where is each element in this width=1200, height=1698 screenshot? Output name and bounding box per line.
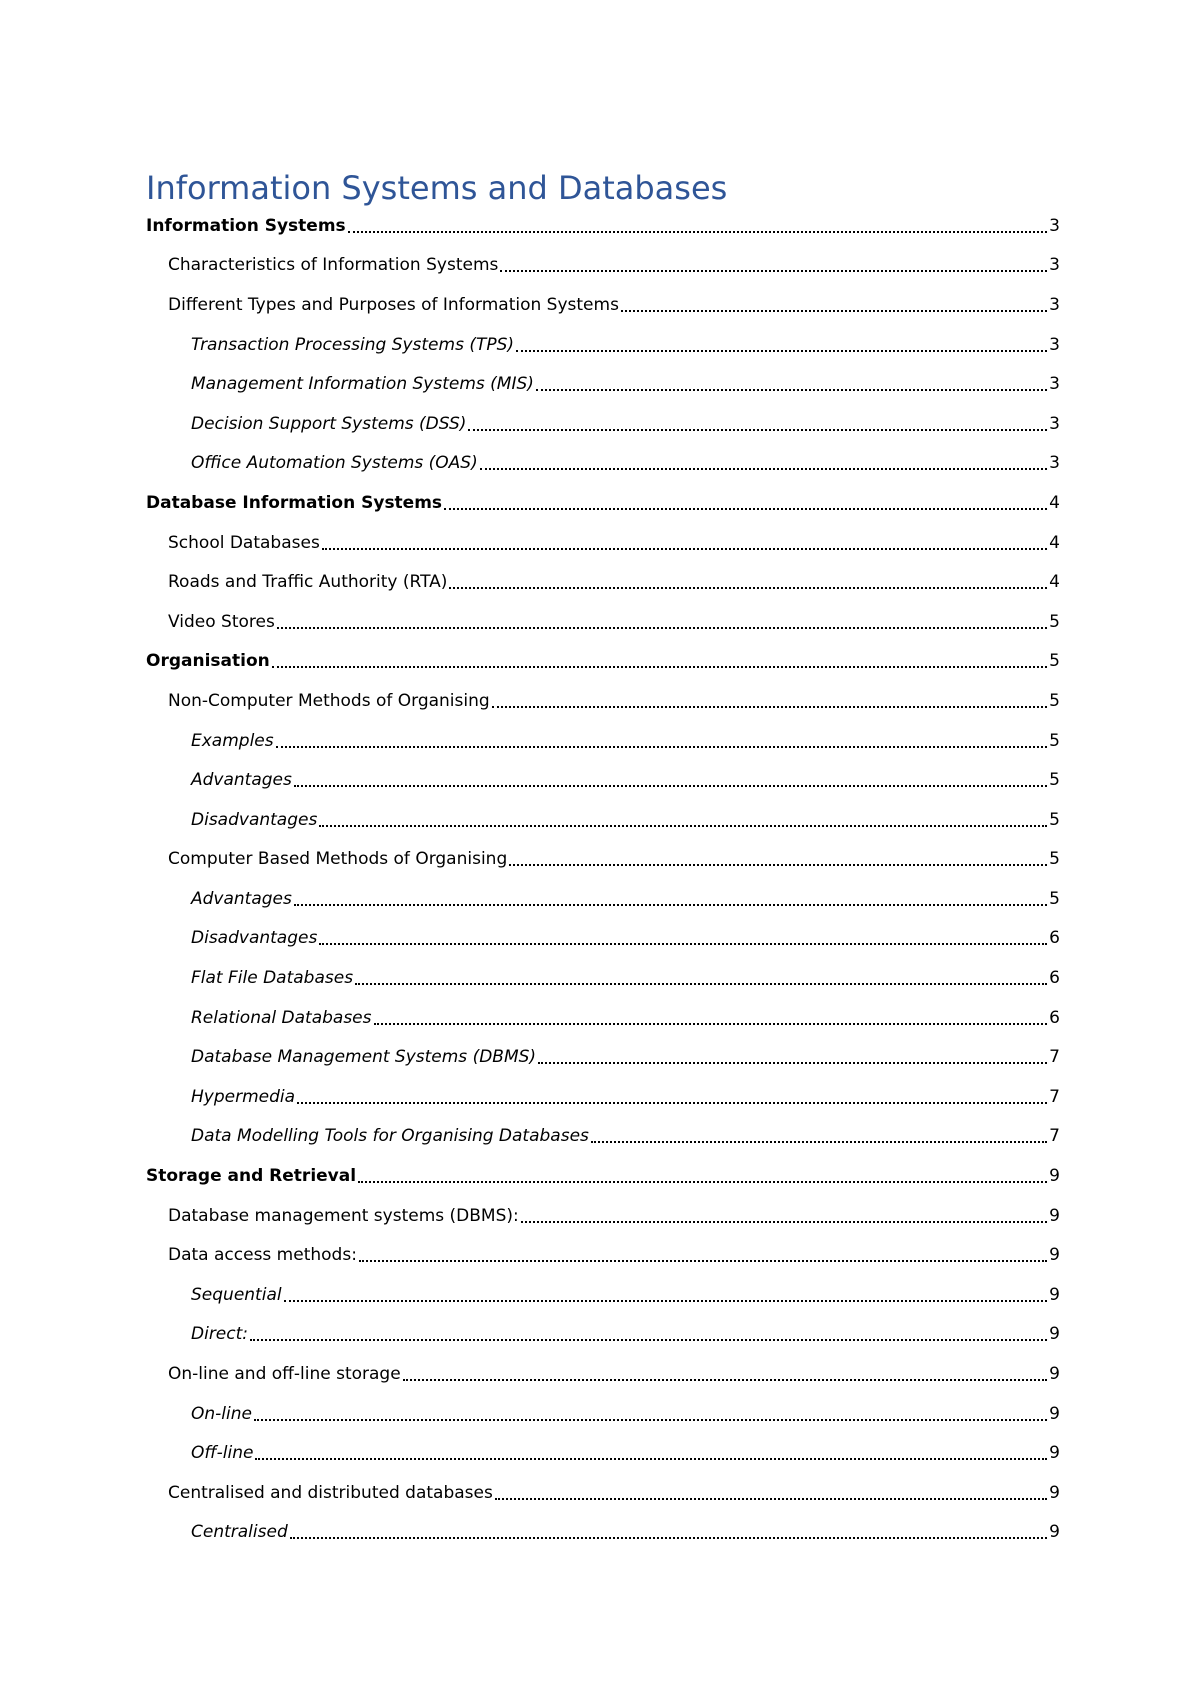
toc-page-number: 9 — [1049, 1482, 1060, 1503]
toc-entry-text: Storage and Retrieval — [146, 1166, 357, 1187]
toc-dot-leader — [480, 468, 1047, 470]
toc-page-number: 3 — [1049, 374, 1060, 395]
toc-entry[interactable] — [146, 1077, 1060, 1117]
toc-dot-leader — [319, 825, 1047, 827]
toc-page-number: 7 — [1049, 1086, 1060, 1107]
toc-entry[interactable] — [146, 1433, 1060, 1473]
toc-entry[interactable] — [146, 325, 1060, 365]
toc-entry[interactable] — [146, 285, 1060, 325]
toc-page-number: 5 — [1049, 888, 1060, 909]
toc-dot-leader — [591, 1141, 1047, 1143]
toc-page-number: 5 — [1049, 651, 1060, 672]
toc-page-number: 4 — [1049, 532, 1060, 553]
toc-page-number: 9 — [1049, 1443, 1060, 1464]
toc-dot-leader — [509, 864, 1047, 866]
toc-entry-text: Disadvantages — [191, 928, 318, 949]
toc-dot-leader — [319, 943, 1047, 945]
toc-page-number: 5 — [1049, 611, 1060, 632]
toc-entry-text: Examples — [191, 730, 274, 751]
toc-page-number: 9 — [1049, 1284, 1060, 1305]
toc-page-number: 3 — [1049, 294, 1060, 315]
toc-dot-leader — [250, 1339, 1047, 1341]
toc-entry-text: Hypermedia — [191, 1086, 296, 1107]
toc-page-number: 5 — [1049, 770, 1060, 791]
toc-entry[interactable] — [146, 1394, 1060, 1434]
toc-entry[interactable] — [146, 681, 1060, 721]
toc-entry[interactable] — [146, 364, 1060, 404]
toc-dot-leader — [297, 1102, 1047, 1104]
toc-entry-text: Direct: — [191, 1324, 249, 1345]
toc-page-number: 5 — [1049, 730, 1060, 751]
toc-page-number: 9 — [1049, 1403, 1060, 1424]
toc-dot-leader — [284, 1300, 1048, 1302]
toc-page-number: 3 — [1049, 453, 1060, 474]
toc-entry[interactable] — [146, 879, 1060, 919]
toc-entry-text: Centralised and distributed databases — [168, 1482, 493, 1503]
toc-page-number: 4 — [1049, 572, 1060, 593]
toc-entry-text: Office Automation Systems (OAS) — [191, 453, 478, 474]
toc-entry[interactable] — [146, 721, 1060, 761]
toc-entry-text: Data access methods: — [168, 1245, 357, 1266]
toc-page-number: 5 — [1049, 849, 1060, 870]
toc-dot-leader — [521, 1221, 1047, 1223]
toc-entry[interactable] — [146, 562, 1060, 602]
toc-entry-text: Roads and Traffic Authority (RTA) — [168, 572, 448, 593]
toc-dot-leader — [403, 1379, 1048, 1381]
toc-page-number: 3 — [1049, 334, 1060, 355]
toc-dot-leader — [500, 270, 1047, 272]
toc-entry[interactable] — [146, 1196, 1060, 1236]
toc-entry-text: Database management systems (DBMS): — [168, 1205, 519, 1226]
toc-dot-leader — [272, 666, 1047, 668]
toc-page-number: 6 — [1049, 1007, 1060, 1028]
toc-entry[interactable] — [146, 483, 1060, 523]
toc-entry[interactable] — [146, 958, 1060, 998]
toc-dot-leader — [322, 548, 1047, 550]
table-of-contents — [146, 206, 1060, 1552]
toc-entry-text: Computer Based Methods of Organising — [168, 849, 508, 870]
toc-dot-leader — [374, 1023, 1048, 1025]
toc-dot-leader — [468, 429, 1047, 431]
toc-page-number: 9 — [1049, 1364, 1060, 1385]
toc-entry[interactable] — [146, 1235, 1060, 1275]
toc-entry[interactable] — [146, 919, 1060, 959]
toc-page-number: 9 — [1049, 1245, 1060, 1266]
toc-entry[interactable] — [146, 1156, 1060, 1196]
toc-entry-text: Non-Computer Methods of Organising — [168, 690, 490, 711]
toc-entry-text: Off-line — [191, 1443, 254, 1464]
toc-dot-leader — [358, 1181, 1047, 1183]
toc-page-number: 9 — [1049, 1205, 1060, 1226]
toc-entry-text: Database Information Systems — [146, 492, 443, 513]
toc-entry[interactable] — [146, 523, 1060, 563]
toc-entry-text: Relational Databases — [191, 1007, 372, 1028]
toc-dot-leader — [495, 1498, 1047, 1500]
toc-entry[interactable] — [146, 1275, 1060, 1315]
toc-page-number: 3 — [1049, 215, 1060, 236]
toc-page-number: 7 — [1049, 1047, 1060, 1068]
toc-entry[interactable] — [146, 444, 1060, 484]
toc-entry-text: On-line and off-line storage — [168, 1364, 401, 1385]
toc-title: Information Systems and Databases — [146, 169, 728, 207]
toc-entry-text: Information Systems — [146, 215, 346, 236]
toc-entry-text: Flat File Databases — [191, 968, 354, 989]
toc-dot-leader — [348, 231, 1048, 233]
toc-entry[interactable] — [146, 642, 1060, 682]
toc-entry-text: Characteristics of Information Systems — [168, 255, 499, 276]
toc-entry[interactable] — [146, 1473, 1060, 1513]
toc-entry-text: Centralised — [191, 1522, 288, 1543]
toc-entry[interactable] — [146, 602, 1060, 642]
toc-entry[interactable] — [146, 1354, 1060, 1394]
toc-dot-leader — [355, 983, 1047, 985]
toc-entry-text: Video Stores — [168, 611, 275, 632]
toc-entry[interactable] — [146, 800, 1060, 840]
toc-dot-leader — [294, 785, 1047, 787]
toc-dot-leader — [444, 508, 1047, 510]
toc-entry[interactable] — [146, 1117, 1060, 1157]
toc-entry[interactable] — [146, 404, 1060, 444]
toc-dot-leader — [492, 706, 1048, 708]
toc-entry-text: Advantages — [191, 888, 292, 909]
toc-dot-leader — [449, 587, 1047, 589]
toc-entry-text: Data Modelling Tools for Organising Databases — [191, 1126, 589, 1147]
toc-page-number: 4 — [1049, 492, 1060, 513]
toc-dot-leader — [359, 1260, 1047, 1262]
toc-dot-leader — [276, 746, 1048, 748]
toc-dot-leader — [255, 1458, 1047, 1460]
toc-dot-leader — [277, 627, 1047, 629]
toc-entry-text: School Databases — [168, 532, 320, 553]
toc-entry-text: On-line — [191, 1403, 252, 1424]
toc-entry-text: Disadvantages — [191, 809, 318, 830]
toc-entry-text: Different Types and Purposes of Information Systems — [168, 294, 619, 315]
toc-entry[interactable] — [146, 840, 1060, 880]
toc-dot-leader — [538, 1062, 1047, 1064]
toc-entry[interactable] — [146, 1315, 1060, 1355]
toc-dot-leader — [621, 310, 1047, 312]
toc-dot-leader — [254, 1419, 1047, 1421]
toc-entry[interactable] — [146, 760, 1060, 800]
toc-dot-leader — [516, 350, 1047, 352]
toc-page-number: 5 — [1049, 809, 1060, 830]
toc-page-number: 6 — [1049, 968, 1060, 989]
toc-entry-text: Management Information Systems (MIS) — [191, 374, 534, 395]
toc-entry[interactable] — [146, 1037, 1060, 1077]
toc-entry[interactable] — [146, 246, 1060, 286]
toc-page-number: 9 — [1049, 1324, 1060, 1345]
toc-entry-text: Transaction Processing Systems (TPS) — [191, 334, 515, 355]
toc-page-number: 3 — [1049, 255, 1060, 276]
toc-entry-text: Database Management Systems (DBMS) — [191, 1047, 537, 1068]
toc-entry[interactable] — [146, 998, 1060, 1038]
toc-page-number: 6 — [1049, 928, 1060, 949]
toc-page-number: 9 — [1049, 1166, 1060, 1187]
toc-page-number: 9 — [1049, 1522, 1060, 1543]
toc-page-number: 5 — [1049, 690, 1060, 711]
toc-dot-leader — [536, 389, 1047, 391]
toc-entry-text: Decision Support Systems (DSS) — [191, 413, 467, 434]
toc-entry[interactable] — [146, 206, 1060, 246]
toc-dot-leader — [290, 1537, 1047, 1539]
toc-entry-text: Organisation — [146, 651, 270, 672]
toc-entry[interactable] — [146, 1513, 1060, 1553]
toc-page-number: 3 — [1049, 413, 1060, 434]
toc-page-number: 7 — [1049, 1126, 1060, 1147]
toc-entry-text: Advantages — [191, 770, 292, 791]
toc-entry-text: Sequential — [191, 1284, 282, 1305]
toc-dot-leader — [294, 904, 1047, 906]
